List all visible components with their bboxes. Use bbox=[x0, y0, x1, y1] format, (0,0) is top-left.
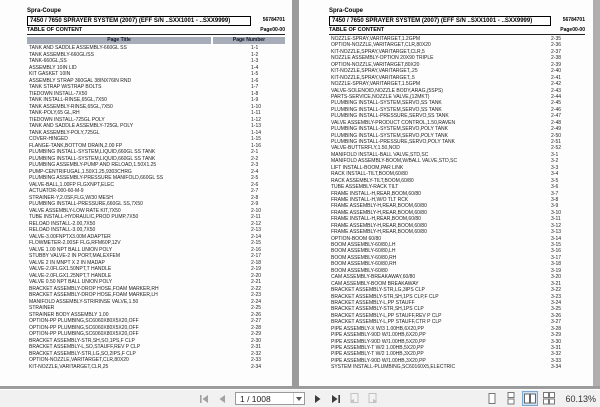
toc-row-title: BRACKET ASSEMBLY-STR,SH,1PS CLP bbox=[331, 306, 424, 313]
document-title: 7450 / 7650 SPRAYER SYSTEM (2007) (EFF S/N ..SXX1001 - ..SXX9999) bbox=[329, 16, 551, 26]
toc-row-title: BRACKET ASSEMBLY-STR,LG,3IPS CLP bbox=[331, 287, 425, 294]
toc-row-title: TANK AND SADDLE ASSEMBLY-660GL SS bbox=[29, 45, 127, 51]
toc-row-title: PIPE ASSEMBLY-90D W/1.00HB,3X20,PP bbox=[331, 357, 426, 364]
document-number: 56784701 bbox=[262, 17, 285, 23]
toc-row-title: FRAME INSTALL-H,REAR,BOOM,60/80 bbox=[331, 216, 421, 223]
section-row bbox=[27, 26, 285, 35]
toc-row-page: 2-3 bbox=[251, 162, 259, 168]
toc-row-page: 1-1 bbox=[251, 45, 259, 51]
section-row bbox=[329, 26, 585, 35]
toc-row-title: OPTION-NOZZLE,VARITARGET,CLR,80X20 bbox=[331, 42, 431, 49]
toc-row-page: 2-37 bbox=[551, 48, 562, 55]
toc-row-title: TANK ASSEMBLY-660GL/SS bbox=[29, 51, 94, 58]
toc-row bbox=[329, 364, 585, 370]
toc-row-page: 1-15 bbox=[251, 136, 262, 142]
toc-row-page: 1-6 bbox=[251, 77, 259, 84]
toc-row-title: KIT-NOZZLE,SPRAY,VARITARGET,.25 bbox=[331, 68, 418, 75]
toc-row-title: PUMP-CENTRIFUGAL,1.50X1.25,9303CHRG bbox=[29, 168, 132, 175]
column-header-page-number: Page Number bbox=[213, 37, 285, 44]
toc-row-title: VALVE-BUTTERFLY,1.50,NOD bbox=[331, 145, 400, 152]
page-combo-dropdown[interactable] bbox=[293, 393, 304, 404]
previous-view-icon bbox=[348, 392, 361, 405]
toc-row-page: 3-21 bbox=[551, 280, 562, 287]
zoom-level: 60.13% bbox=[565, 393, 596, 404]
toc-row-page: 3-12 bbox=[551, 222, 562, 229]
toc-row-title: TANK AND SADDLE ASSEMBLY-725GL POLY bbox=[29, 123, 134, 129]
toc-row-title: RELOAD INSTALL-2.00,7X50 bbox=[29, 220, 96, 227]
toc-row-page: 2-5 bbox=[251, 175, 259, 181]
toc-row-title: BRACKET ASSEMBLY-DROP HOSE,FOAM MARKER,LH bbox=[29, 292, 158, 298]
toc-row-page: 3-15 bbox=[551, 242, 562, 248]
toc-row-page: 2-35 bbox=[551, 36, 562, 42]
toc-row-page: 2-45 bbox=[551, 100, 562, 107]
toc-row-title: MANIFOLD ASSEMBLY-STR/RINSE VALVE,1.50 bbox=[29, 298, 139, 305]
toc-row-page: 3-10 bbox=[551, 209, 562, 216]
toc-row-page: 2-9 bbox=[251, 201, 259, 207]
toc-row-title: TIEDOWN INSTALL-7X50 bbox=[29, 90, 88, 97]
toc-row-page: 3-4 bbox=[551, 171, 559, 178]
toc-row-page: 2-24 bbox=[251, 298, 262, 305]
toc-row-page: 3-18 bbox=[551, 261, 562, 268]
toc-row-title: PIPE ASSEMBLY-X W/3 1.00HB,6X20,PP bbox=[331, 325, 425, 332]
toc-row bbox=[27, 364, 285, 371]
toc-row-page: 1-9 bbox=[251, 97, 259, 103]
toc-row-page: 1-8 bbox=[251, 90, 259, 97]
toc-row-title: BOOM ASSEMBLY-60/80,LH bbox=[331, 248, 396, 255]
toc-row-title: BOOM ASSEMBLY-60/80,RH bbox=[331, 254, 397, 261]
toc-row-title: PIPE ASSEMBLY-90D W/1.00HB,5X20,PP bbox=[331, 338, 426, 345]
toc-row-page: 2-34 bbox=[251, 363, 262, 370]
document-title-row bbox=[329, 16, 585, 26]
toc-row-page: 3-19 bbox=[551, 267, 562, 274]
toc-row-title: OPTION-PP PLUMBING,SC6060X80X5X20,OFF bbox=[29, 318, 139, 324]
toc-row-title: TANK STRAP W/STRAP BOLTS bbox=[29, 84, 102, 90]
toc-row-title: FRAME ASSEMBLY-H,REAR,BOOM,60/80 bbox=[331, 222, 427, 229]
toc-row-page: 2-25 bbox=[251, 305, 262, 311]
toc-row-page: 2-51 bbox=[551, 139, 562, 145]
page-left-content bbox=[27, 8, 285, 382]
toc-row-page: 2-41 bbox=[551, 74, 562, 81]
toc-row-page: 2-12 bbox=[251, 220, 262, 227]
toc-row-page: 2-43 bbox=[551, 87, 562, 94]
first-page-icon bbox=[198, 393, 210, 405]
toc-row-title: FRAME INSTALL-H,W/O TLT RCK bbox=[331, 196, 409, 203]
toc-row-page: 1-14 bbox=[251, 129, 262, 136]
toc-row-title: COVER-HINGED bbox=[29, 136, 68, 142]
toc-row-title: PLUMBING INSTALL-SYSTEM,SERVO,POLY TANK bbox=[331, 132, 448, 139]
toc-row-title: PIPE ASSEMBLY-T W/2 1.00HB,5X20,PP bbox=[331, 345, 424, 351]
toc-row-title: VALVE-2.0FLGX1.50NPT,T HANDLE bbox=[29, 266, 112, 272]
last-page-button[interactable] bbox=[328, 391, 344, 406]
toc-row-title: NOZZLE ASSEMBLY-OPTION 20X90 TRIPLE bbox=[331, 55, 434, 62]
continuous-view-icon bbox=[504, 392, 518, 405]
toc-row-title: PLUMBING ASSEMBLY-PRESSURE MANIFOLD,660GL SS bbox=[29, 175, 164, 181]
page-label: Page00-00 bbox=[260, 27, 285, 33]
toc-row-page: 2-4 bbox=[251, 168, 259, 175]
document-title: 7450 / 7650 SPRAYER SYSTEM (2007) (EFF S/N ..SXX1001 - ..SXX9999) bbox=[27, 16, 251, 26]
toc-row-page: 3-31 bbox=[551, 345, 562, 351]
toc-row-page: 3-3 bbox=[551, 164, 559, 171]
toc-row-page: 2-47 bbox=[551, 113, 562, 120]
document-brand: Spra-Coupe bbox=[329, 8, 364, 14]
previous-page-button[interactable] bbox=[214, 391, 230, 406]
toc-row-title: TANK-POLY,65 GL,RH bbox=[29, 110, 80, 116]
toc-row-page: 3-28 bbox=[551, 325, 562, 332]
toc-row-title: RACK ASSEMBLY-TILT,BOOM,60/80 bbox=[331, 177, 414, 184]
toc-row-title: LIFT INSTALL-BOOM,PAR LINK bbox=[331, 164, 404, 171]
toc-row-page: 3-34 bbox=[551, 364, 562, 371]
toc-row-page: 2-18 bbox=[251, 259, 262, 266]
page-right-content bbox=[329, 8, 585, 382]
page-indicator[interactable]: 1 / 1008 bbox=[240, 393, 271, 404]
toc-row-title: BOOM ASSEMBLY-60/80,LH bbox=[331, 242, 396, 248]
toc-row-title: RELOAD INSTALL-3.00,7X50 bbox=[29, 227, 96, 233]
toc-row-title: FRAME ASSEMBLY-H,REAR,BOOM,60/80 bbox=[331, 229, 427, 236]
toc-row-title: TUBE ASSEMBLY-RACK TILT bbox=[331, 184, 399, 191]
toc-row-page: 2-23 bbox=[251, 292, 262, 298]
toc-row-page: 1-12 bbox=[251, 116, 262, 123]
toc-row-page: 3-16 bbox=[551, 248, 562, 255]
toc-row-page: 2-28 bbox=[251, 324, 262, 331]
continuous-view-button[interactable] bbox=[503, 391, 519, 406]
toc-row-page: 2-26 bbox=[251, 311, 262, 318]
toc-row-page: 1-2 bbox=[251, 51, 259, 58]
toc-row-title: RACK INSTALL-TILT,BOOM,60/80 bbox=[331, 171, 408, 178]
toc-row-title: KIT-NOZZLE,SPRAY,VARITARGET,.5 bbox=[331, 74, 415, 81]
toc-row-page: 3-5 bbox=[551, 177, 559, 184]
view-mode-cluster bbox=[484, 390, 596, 407]
toc-row-title: BRACKET ASSEMBLY-L,PP STAUFF,REV P CLP bbox=[331, 312, 442, 319]
toc-row-title: ASSEMBLY 10IN LID bbox=[29, 64, 77, 71]
toc-row-title: OPTION-PP PLUMBING,SC6060X80X5X20,OFF bbox=[29, 331, 139, 337]
next-page-icon bbox=[312, 393, 324, 405]
toc-row-page: 2-49 bbox=[551, 126, 562, 133]
toc-row-title: ASSEMBLY STRAP 360GAL 38INX76IN RND bbox=[29, 77, 132, 84]
toc-row-title: TANK-660GL,SS bbox=[29, 58, 67, 64]
toc-row-page: 1-4 bbox=[251, 64, 259, 71]
toc-row-page: 2-8 bbox=[251, 194, 259, 201]
page-navigation bbox=[196, 390, 380, 407]
toc-row-page: 2-48 bbox=[551, 119, 562, 126]
toc-row-page: 3-25 bbox=[551, 306, 562, 313]
toc-row-page: 2-14 bbox=[251, 233, 262, 240]
toc-row-page: 2-30 bbox=[251, 337, 262, 344]
viewer-toolbar bbox=[0, 388, 600, 407]
toc-row-page: 2-50 bbox=[551, 132, 562, 139]
toc-row-title: PLUMBING INSTALL-SYSTEM,SERVO,POLY TANK bbox=[331, 126, 448, 133]
toc-row-title: BRACKET ASSEMBLY-L,PP STAUFF bbox=[331, 299, 415, 306]
document-brand: Spra-Coupe bbox=[27, 8, 62, 14]
toc-row-title: VALVE-3.00FNPTX3.00M ADAPTER bbox=[29, 233, 111, 240]
toc-row-title: VALVE-2.0FLGX1.25NPT,T HANDLE bbox=[29, 272, 112, 279]
toc-row-page: 2-36 bbox=[551, 42, 562, 49]
document-title-row bbox=[27, 16, 285, 26]
document-number: 56784701 bbox=[562, 17, 585, 23]
toc-row-title: PLUMBING INSTALL-SYSTEM,LIQUID,660GL SS TANK bbox=[29, 155, 156, 162]
toc-row-page: 3-1 bbox=[551, 151, 559, 158]
previous-page-icon bbox=[216, 393, 228, 405]
toc-row-page: 3-29 bbox=[551, 332, 562, 339]
toc-row-title: MANIFOLD ASSEMBLY-BOOM,W/BALL VALVE,STD,SC bbox=[331, 158, 458, 165]
toc-row-page: 2-13 bbox=[251, 227, 262, 233]
toc-row-title: BOOM ASSEMBLY-60/80,RH bbox=[331, 261, 397, 268]
toc-row-title: FLOWMETER-2.00SF FLG,RFM60P,12V bbox=[29, 240, 121, 246]
toc-row-title: STUBBY VALVE-2 IN PORT,MALEXFEM bbox=[29, 253, 121, 259]
toc-row-page: 2-44 bbox=[551, 93, 562, 100]
toc-row-page: 2-19 bbox=[251, 266, 262, 272]
toc-row-title: TANK INSTALL-RINSE,65GL,7X50 bbox=[29, 97, 107, 103]
toc-row-title: OPTION-BOOM 60/80 bbox=[331, 235, 382, 242]
toc-row-title: PLUMBING INSTALL-PRESSURE,SERVO,SS TANK bbox=[331, 113, 449, 120]
toc-row-page: 2-22 bbox=[251, 285, 262, 292]
toc-row-title: MANIFOLD INSTALL-BALL VALVE,STD,SC bbox=[331, 151, 429, 158]
toc-row-title: KIT GASKET 10IN bbox=[29, 71, 71, 77]
toc-row-page: 1-11 bbox=[251, 110, 261, 116]
toc-row-page: 3-22 bbox=[551, 287, 562, 294]
toc-row-page: 2-38 bbox=[551, 55, 562, 62]
toc-row-title: OPTION-NOZZLE,VARITARGET,CLR,80X20 bbox=[29, 357, 129, 363]
toc-row-title: PLUMBING INSTALL-PRESSURE,SERVO,POLY TANK bbox=[331, 139, 455, 145]
toc-row-page: 2-2 bbox=[251, 155, 259, 162]
toc-row-title: BRACKET ASSEMBLY-STR,SH,1PS CLP,F CLP bbox=[331, 293, 439, 300]
chevron-down-icon bbox=[296, 397, 302, 401]
toc-row-page: 1-13 bbox=[251, 123, 262, 129]
toc-row-title: PARTS-SERVICE,NOZZLE VALVE,(12MKT) bbox=[331, 93, 430, 100]
section-title: TABLE OF CONTENT bbox=[27, 27, 83, 33]
toc-row-title: VALVE 2 IN MNPT X 2 IN MADAP bbox=[29, 259, 105, 266]
previous-view-button[interactable] bbox=[346, 391, 362, 406]
document-page-left bbox=[0, 0, 292, 386]
toc-row-page: 3-20 bbox=[551, 274, 562, 281]
toc-row-title: PIPE ASSEMBLY-90D W/1.00HB,6X20,PP bbox=[331, 332, 426, 339]
toc-row-title: ACTUATOR-000-60-M-9 bbox=[29, 188, 84, 194]
toc-rows-right bbox=[329, 36, 585, 371]
toc-row-page: 3-26 bbox=[551, 312, 562, 319]
toc-row-page: 3-33 bbox=[551, 357, 562, 364]
section-title: TABLE OF CONTENT bbox=[329, 27, 385, 33]
toc-row-title: SYSTEM INSTALL-PLUMBING,SC60160X5,ELECTRIC bbox=[331, 364, 456, 371]
toc-row-title: TUBE INSTALL-HYDRAULIC,PROD PUMP,7X50 bbox=[29, 214, 139, 220]
toc-row-page: 2-21 bbox=[251, 279, 262, 285]
toc-row-title: PLUMBING INSTALL-SYSTEM,SERVO,SS TANK bbox=[331, 106, 442, 113]
toc-row-title: OPTION-NOZZLE,VARITARGET,80X20 bbox=[331, 61, 420, 68]
next-view-icon bbox=[366, 392, 379, 405]
page-divider bbox=[292, 0, 299, 386]
toc-row-title: PIPE ASSEMBLY-T W/2 1.00HB,3X20,PP bbox=[331, 351, 424, 358]
toc-row-title: FRAME ASSEMBLY-H,REAR,BOOM,60/80 bbox=[331, 209, 427, 216]
toc-row-page: 2-10 bbox=[251, 207, 262, 214]
toc-row-title: TANK ASSEMBLY-POLY,725GL bbox=[29, 129, 100, 136]
toc-row-page: 2-27 bbox=[251, 318, 262, 324]
toc-row-title: BRACKET ASSEMBLY-L,PP STAUFF,CTR P CLP bbox=[331, 319, 442, 326]
toc-row-title: BRACKET ASSEMBLY-STR,LG,SO,2IPS,F CLP bbox=[29, 350, 136, 357]
next-page-button[interactable] bbox=[310, 391, 326, 406]
toc-row-page: 2-46 bbox=[551, 106, 562, 113]
toc-row-page: 2-32 bbox=[251, 350, 262, 357]
toc-row-title: TANK ASSEMBLY-RINSE,65GL,7X50 bbox=[29, 103, 113, 110]
page-label: Page00-00 bbox=[560, 27, 585, 33]
toc-row-page: 2-31 bbox=[251, 344, 262, 350]
column-header-page-title: Page Title bbox=[27, 37, 211, 44]
toc-row-title: PLUMBING ASSEMBLY-PUMP AND RELOAD,1.50X1.25 bbox=[29, 162, 157, 168]
toc-row-title: PLUMBING INSTALL-PRESSURE,660GL SS,7X50 bbox=[29, 201, 143, 207]
two-page-view-button[interactable] bbox=[522, 391, 538, 406]
toc-row-page: 3-6 bbox=[551, 184, 559, 191]
toc-row-page: 3-24 bbox=[551, 299, 562, 306]
toc-row-page: 1-3 bbox=[251, 58, 259, 64]
first-page-button[interactable] bbox=[196, 391, 212, 406]
toc-row-title: BRACKET ASSEMBLY-DROP HOSE,FOAM MARKER,RH bbox=[29, 285, 159, 292]
toc-row-title: BOOM ASSEMBLY-60/80 bbox=[331, 267, 388, 274]
toc-row-title: VALVE ASSEMBLY-PRODUCT CONTROL,1.50,RAVEN bbox=[331, 119, 456, 126]
toc-row-page: 2-1 bbox=[251, 149, 259, 155]
toc-row-title: STRAINER BODY ASSEMBLY 1.00 bbox=[29, 311, 109, 318]
toc-row-page: 2-17 bbox=[251, 253, 262, 259]
toc-row-page: 3-17 bbox=[551, 254, 562, 261]
two-page-view-icon bbox=[523, 392, 537, 405]
toc-row-page: 2-6 bbox=[251, 181, 259, 188]
toc-row-title: FRAME ASSEMBLY-H,REAR,BOOM,60/80 bbox=[331, 203, 427, 210]
toc-row-title: VALVE-SOLENOID,NOZZLE BODY,ARAG,(5SPS) bbox=[331, 87, 443, 94]
toc-row-title: FLANGE-TANK,BOTTOM DRAIN,2.00 FP bbox=[29, 142, 123, 149]
last-page-icon bbox=[330, 393, 342, 405]
toc-row-title: VALVE 0.50 NPT BALL UNION POLY bbox=[29, 279, 113, 285]
toc-row-title: BRACKET ASSEMBLY-STR,SH,SO,1PS,F CLP bbox=[29, 337, 135, 344]
toc-row-page: 2-11 bbox=[251, 214, 261, 220]
toc-rows-left bbox=[27, 45, 285, 370]
toc-row-page: 1-16 bbox=[251, 142, 262, 149]
toc-row-title: KIT-NOZZLE,SPRAY,VARITARGET,CLR,5 bbox=[331, 48, 425, 55]
toc-row-title: OPTION-PP PLUMBING,SC6060X80X5X20,OFF bbox=[29, 324, 139, 331]
toc-row-page: 3-23 bbox=[551, 293, 562, 300]
toc-row-title: CAM ASSEMBLY-BOOM BREAKAWAY bbox=[331, 280, 419, 287]
single-page-view-icon bbox=[485, 392, 499, 405]
toc-row-page: 1-7 bbox=[251, 84, 259, 90]
toc-row-page: 3-13 bbox=[551, 229, 562, 236]
toc-row-page: 1-10 bbox=[251, 103, 262, 110]
page-number-combo[interactable] bbox=[235, 392, 305, 405]
two-page-continuous-view-button[interactable] bbox=[541, 391, 557, 406]
toc-row-page: 2-16 bbox=[251, 246, 262, 253]
toc-row-page: 1-5 bbox=[251, 71, 259, 77]
toc-row-title: FRAME INSTALL-H,REAR,BOOM,60/80 bbox=[331, 190, 421, 197]
toc-row-page: 2-39 bbox=[551, 61, 562, 68]
toc-row-page: 3-8 bbox=[551, 196, 559, 203]
toc-row-title: VALVE 1.00 NPT BALL UNION POLY bbox=[29, 246, 113, 253]
page-edge-shadow bbox=[593, 0, 600, 386]
toc-row-page: 2-42 bbox=[551, 81, 562, 88]
toc-row-page: 2-52 bbox=[551, 145, 562, 152]
toc-row-page: 2-20 bbox=[251, 272, 262, 279]
toc-row-title: TIEDOWN INSTALL-725GL POLY bbox=[29, 116, 105, 123]
toc-row-title: KIT-NOZZLE,VARITARGET,CLR,25 bbox=[29, 363, 109, 370]
toc-row-title: NOZZLE-SPRAY,VARITARGET,1.2GPM bbox=[331, 36, 421, 42]
toc-row-page: 2-29 bbox=[251, 331, 262, 337]
toc-row-page: 2-7 bbox=[251, 188, 259, 194]
toc-row-page: 2-15 bbox=[251, 240, 262, 246]
toc-row-page: 3-2 bbox=[551, 158, 559, 165]
document-page-right bbox=[299, 0, 593, 386]
toc-row-page: 3-30 bbox=[551, 338, 562, 345]
next-view-button[interactable] bbox=[364, 391, 380, 406]
toc-row-page: 2-33 bbox=[251, 357, 262, 363]
toc-row-title: STRAINER-Y,2.0SF,FLG,W/30 MESH bbox=[29, 194, 113, 201]
toc-row-page: 3-14 bbox=[551, 235, 562, 242]
toc-row-title: PLUMBING INSTALL-SYSTEM,LIQUID,660GL SS TANK bbox=[29, 149, 156, 155]
toc-row-title: NOZZLE-SPRAY,VARITARGET,1.5GPM bbox=[331, 81, 421, 88]
toc-row-page: 3-32 bbox=[551, 351, 562, 358]
toc-row-title: BRACKET ASSEMBLY-L,SO,STAUFF,REV P CLP bbox=[29, 344, 141, 350]
toc-table-header bbox=[27, 37, 285, 44]
toc-row-title: STRAINER bbox=[29, 305, 55, 311]
toc-row-page: 3-7 bbox=[551, 190, 559, 197]
single-page-view-button[interactable] bbox=[484, 391, 500, 406]
toc-row-title: VALVE ASSEMBLY-LOW RATE KIT,7X50 bbox=[29, 207, 121, 214]
two-page-continuous-view-icon bbox=[542, 392, 556, 405]
toc-row-title: VALVE-BALL,1.00FP FLGXNPT,ELEC bbox=[29, 181, 115, 188]
toc-row-page: 3-11 bbox=[551, 216, 561, 223]
toc-row-page: 2-40 bbox=[551, 68, 562, 75]
toc-row-page: 3-9 bbox=[551, 203, 559, 210]
toc-row-title: CAM ASSEMBLY-BREAKAWAY,60/80 bbox=[331, 274, 416, 281]
toc-row-page: 3-27 bbox=[551, 319, 562, 326]
toc-row-title: PLUMBING INSTALL-SYSTEM,SERVO,SS TANK bbox=[331, 100, 442, 107]
